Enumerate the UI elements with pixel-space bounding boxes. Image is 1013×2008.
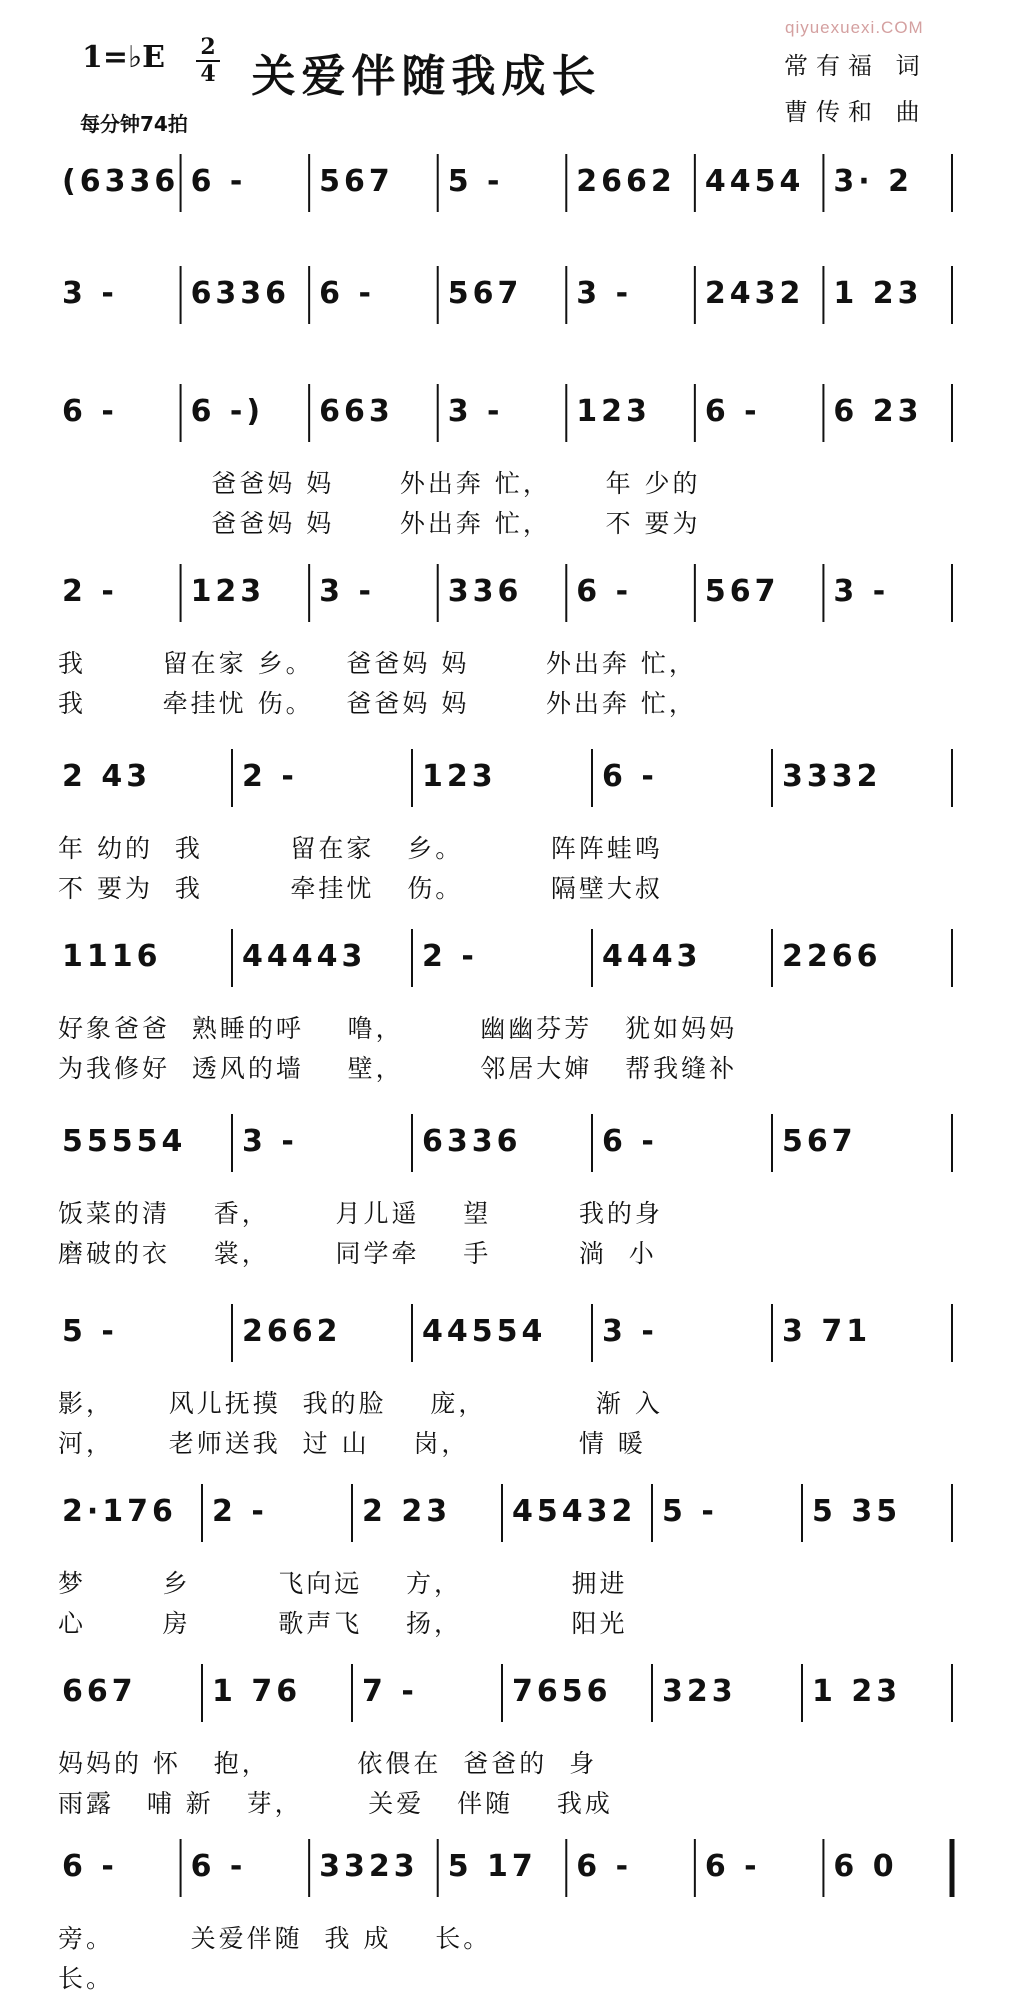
key-signature: 1=♭E	[82, 40, 166, 75]
meter-bottom: 4	[200, 61, 216, 87]
lyric-line: 梦 乡 飞向远 方， 拥进	[58, 1569, 628, 1598]
measure: 6336	[190, 276, 291, 311]
measure: 7656	[512, 1674, 612, 1709]
lyric-line: 饭菜的清 香， 月儿遥 望 我的身	[58, 1199, 663, 1228]
measure-row	[58, 925, 958, 993]
measure: 6 -	[190, 164, 247, 199]
measure: 3 -	[447, 394, 504, 429]
measure-row	[58, 1110, 958, 1178]
measure: 5 17	[447, 1849, 537, 1884]
lyric-line: 爸爸妈 妈 外出奔 忙， 年 少的	[58, 469, 701, 498]
measure: 7 -	[362, 1674, 418, 1709]
measure: 123	[190, 574, 266, 609]
measure: 123	[422, 759, 497, 794]
measure: 44443	[242, 939, 367, 974]
song-title: 关爱伴随我成长	[251, 51, 602, 102]
measure: 5 -	[62, 1314, 118, 1349]
measure: 6 -	[62, 1849, 118, 1884]
measure: 4443	[602, 939, 702, 974]
measure: 6336	[422, 1124, 522, 1159]
measure: 567	[782, 1124, 857, 1159]
measure: 2662	[242, 1314, 342, 1349]
measure: 6 -	[319, 276, 375, 311]
measure: 6 -	[576, 574, 633, 609]
measure: 336	[447, 574, 523, 609]
composer-credit: 曹传和 曲	[784, 98, 928, 126]
measure: 567	[319, 164, 394, 199]
measure: 55554	[62, 1124, 187, 1159]
measure-row	[58, 150, 958, 218]
measure-row	[58, 1480, 958, 1548]
lyric-line: 旁。 关爱伴随 我 成 长。	[58, 1924, 492, 1953]
measure: 1 76	[212, 1674, 302, 1709]
measure: 6 -	[602, 759, 658, 794]
measure: 6 -	[576, 1849, 633, 1884]
lyricist-credit: 常有福 词	[784, 52, 928, 80]
measure: 6 -	[62, 394, 118, 429]
lyric-line: 我 牵挂忧 伤。 爸爸妈 妈 外出奔 忙，	[58, 689, 697, 718]
measure: 3 -	[576, 276, 633, 311]
measure: 2 -	[62, 574, 118, 609]
measure: 2266	[782, 939, 882, 974]
measure: 2662	[576, 164, 676, 199]
lyric-line: 好象爸爸 熟睡的呼 噜， 幽幽芬芳 犹如妈妈	[58, 1014, 738, 1043]
lyric-line: 河， 老师送我 过 山 岗， 情 暖	[58, 1429, 646, 1458]
measure: 123	[576, 394, 651, 429]
measure: 323	[662, 1674, 737, 1709]
lyric-line: 爸爸妈 妈 外出奔 忙， 不 要为	[58, 509, 701, 538]
measure: 2 -	[242, 759, 298, 794]
measure: 6 23	[833, 394, 923, 429]
measure: 3323	[319, 1849, 419, 1884]
measure: 3· 2	[833, 164, 914, 199]
lyric-line: 雨露 哺 新 芽， 关爱 伴随 我成	[58, 1789, 613, 1818]
measure: 567	[447, 276, 523, 311]
measure: 6 -	[190, 1849, 247, 1884]
measure: 3 -	[833, 574, 890, 609]
lyric-line: 不 要为 我 牵挂忧 伤。 隔壁大叔	[58, 874, 663, 903]
measure-row	[58, 745, 958, 813]
measure: 6 -)	[190, 394, 265, 429]
measure: 5 -	[447, 164, 504, 199]
watermark: qiyuexuexi.COM	[785, 18, 924, 37]
measure: 2 23	[362, 1494, 452, 1529]
lyric-line: 磨破的衣 裳， 同学牵 手 淌 小	[58, 1239, 657, 1268]
measure: 3 -	[602, 1314, 658, 1349]
measure: 6 0	[833, 1849, 898, 1884]
measure: 4454	[704, 164, 805, 199]
measure: 3 -	[319, 574, 375, 609]
measure: 2 -	[422, 939, 478, 974]
measure: 45432	[512, 1494, 637, 1529]
measure-row	[58, 560, 958, 628]
measure: 2 43	[62, 759, 152, 794]
measure: 6 -	[704, 1849, 761, 1884]
measure: (6336	[62, 164, 180, 199]
lyric-line: 影， 风儿抚摸 我的脸 庞， 渐 入	[58, 1389, 663, 1418]
measure: 2 -	[212, 1494, 268, 1529]
measure: 567	[704, 574, 780, 609]
measure: 44554	[422, 1314, 547, 1349]
measure-row	[58, 262, 958, 330]
lyric-line: 长。	[58, 1964, 115, 1993]
measure: 3 -	[62, 276, 118, 311]
measure: 2·176	[62, 1494, 177, 1529]
measure: 1116	[62, 939, 162, 974]
measure-row	[58, 1660, 958, 1728]
tempo-marking: 每分钟74拍	[80, 112, 188, 136]
measure-row	[58, 380, 958, 448]
measure: 3332	[782, 759, 882, 794]
lyric-line: 年 幼的 我 留在家 乡。 阵阵蛙鸣	[58, 834, 663, 863]
lyric-line: 心 房 歌声飞 扬， 阳光	[58, 1609, 628, 1638]
measure-row	[58, 1835, 958, 1903]
measure: 3 71	[782, 1314, 872, 1349]
measure: 6 -	[602, 1124, 658, 1159]
measure: 1 23	[833, 276, 923, 311]
measure-row	[58, 1300, 958, 1368]
measure: 5 35	[812, 1494, 902, 1529]
lyric-line: 我 留在家 乡。 爸爸妈 妈 外出奔 忙，	[58, 649, 697, 678]
meter-top: 2	[200, 34, 216, 60]
measure: 1 23	[812, 1674, 902, 1709]
lyric-line: 妈妈的 怀 抱， 依偎在 爸爸的 身	[58, 1749, 598, 1778]
measure: 667	[62, 1674, 137, 1709]
measure: 6 -	[704, 394, 761, 429]
lyric-line: 为我修好 透风的墙 壁， 邻居大婶 帮我缝补	[58, 1054, 738, 1083]
measure: 2432	[704, 276, 805, 311]
measure: 3 -	[242, 1124, 298, 1159]
measure: 663	[319, 394, 394, 429]
measure: 5 -	[662, 1494, 718, 1529]
